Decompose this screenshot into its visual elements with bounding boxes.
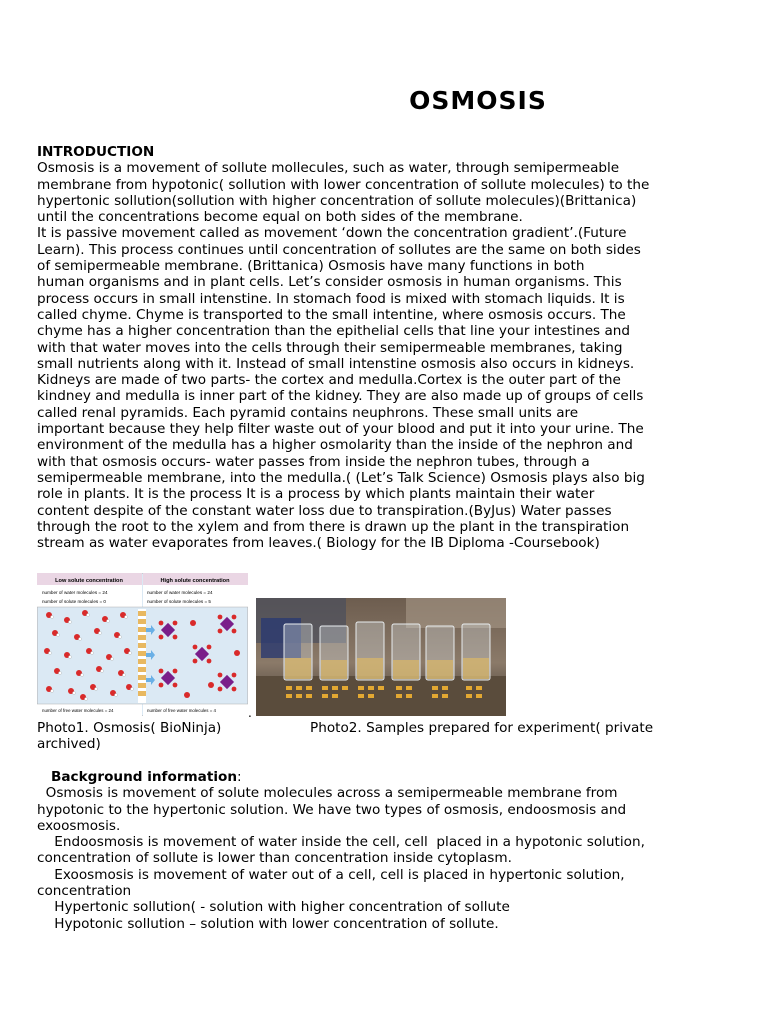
background-line: Exoosmosis is movement of water out of a cell, cell is placed in hypertonic solution, — [37, 866, 625, 883]
photo1-caption: Photo1. Osmosis( BioNinja) — [37, 720, 222, 736]
diagram-right-solute-count: number of solute molecules = 5 — [147, 599, 211, 604]
background-heading-colon: : — [237, 769, 242, 785]
intro-line: It is passive movement called as movement ‘down the concentration gradient’.(Future — [37, 225, 627, 242]
intro-line: membrane from hypotonic( sollution with lower concentration of sollute molecules) to the — [37, 176, 650, 193]
intro-line: through the root to the xylem and from there is drawn up the plant in the transpiration — [37, 518, 630, 535]
intro-line: with that osmosis occurs- water passes from inside the nephron tubes, through a — [37, 453, 590, 470]
intro-line: environment of the medulla has a higher osmolarity than the inside of the nephron and — [37, 437, 633, 454]
intro-line: process occurs in small intenstine. In stomach food is mixed with stomach liquids. It is — [37, 290, 625, 307]
intro-line: content despite of the constant water loss due to transpiration.(ByJus) Water passes — [37, 502, 612, 519]
intro-line: human organisms and in plant cells. Let’s consider osmosis in human organisms. This — [37, 274, 622, 291]
introduction-section — [37, 144, 687, 551]
samples-photo — [256, 598, 506, 716]
diagram-left-solute-count: number of solute molecules = 0 — [42, 599, 106, 604]
intro-line: stream as water evaporates from leaves.( Biology for the IB Diploma -Coursebook) — [37, 535, 600, 552]
intro-line: Osmosis is a movement of sollute mollecules, such as water, through semipermeable — [37, 160, 620, 177]
background-line: concentration of sollute is lower than concentration inside cytoplasm. — [37, 850, 512, 867]
intro-line: of semipermeable membrane. (Brittanica) Osmosis have many functions in both — [37, 258, 585, 275]
diagram-header-left: Low solute concentration — [55, 578, 123, 584]
intro-line: Kidneys are made of two parts- the cortex and medulla.Cortex is the outer part of the — [37, 372, 621, 389]
diagram-right-water-count: number of water molecules = 24 — [147, 590, 213, 595]
intro-line: role in plants. It is the process It is a process by which plants maintain their water — [37, 486, 595, 503]
intro-line: hypertonic sollution(sollution with higher concentration of sollute molecules)(Brittanica) — [37, 192, 637, 209]
intro-line: with that water moves into the cells through their semipermeable membranes, taking — [37, 339, 623, 356]
background-heading — [37, 769, 697, 785]
photo2-caption: Photo2. Samples prepared for experiment( private — [310, 720, 654, 736]
intro-line: Learn). This process continues until concentration of sollutes are the same on both sides — [37, 241, 641, 258]
diagram-header-right: High solute concentration — [160, 578, 230, 584]
intro-line: chyme has a higher concentration than the epithelial cells that line your intestines and — [37, 323, 631, 340]
stray-period: . — [248, 706, 252, 720]
background-line: exoosmosis. — [37, 817, 121, 834]
intro-line: important because they help filter waste out of your blood and put it into your urine. The — [37, 421, 644, 438]
background-line: concentration — [37, 883, 132, 900]
osmosis-diagram — [37, 573, 248, 716]
background-line: Endoosmosis is movement of water inside the cell, cell placed in a hypotonic solution, — [37, 834, 645, 851]
intro-line: until the concentrations become equal on both sides of the membrane. — [37, 209, 523, 226]
background-heading-text: Background information — [51, 769, 238, 785]
membrane-icon — [138, 609, 146, 703]
introduction-heading: INTRODUCTION — [37, 144, 155, 160]
page-title: OSMOSIS — [409, 86, 547, 115]
photo2-caption-continuation: archived) — [37, 736, 101, 752]
intro-line: small nutrients along with it. Instead of small intenstine osmosis also occurs in kidneys. — [37, 355, 635, 372]
background-section — [37, 769, 697, 932]
background-line: hypotonic to the hypertonic solution. We have two types of osmosis, endoosmosis and — [37, 801, 627, 818]
diagram-footer-left: number of free water molecules = 24 — [42, 708, 114, 713]
intro-line: called chyme. Chyme is transported to the small intentine, where osmosis occurs. The — [37, 306, 626, 323]
intro-line: called renal pyramids. Each pyramid contains neuphrons. These small units are — [37, 404, 579, 421]
intro-line: semipermeable membrane, into the medulla.( (Let’s Talk Science) Osmosis plays also big — [37, 469, 645, 486]
diagram-left-water-count: number of water molecules = 24 — [42, 590, 108, 595]
background-line: Osmosis is movement of solute molecules across a semipermeable membrane from — [37, 785, 618, 802]
intro-line: kindney and medulla is inner part of the kidney. They are also made up of groups of cells — [37, 388, 644, 405]
background-line: Hypotonic sollution – solution with lower concentration of sollute. — [37, 915, 499, 932]
background-line: Hypertonic sollution( - solution with higher concentration of sollute — [37, 899, 510, 916]
diagram-footer-right: number of free water molecules = 4 — [147, 708, 216, 713]
